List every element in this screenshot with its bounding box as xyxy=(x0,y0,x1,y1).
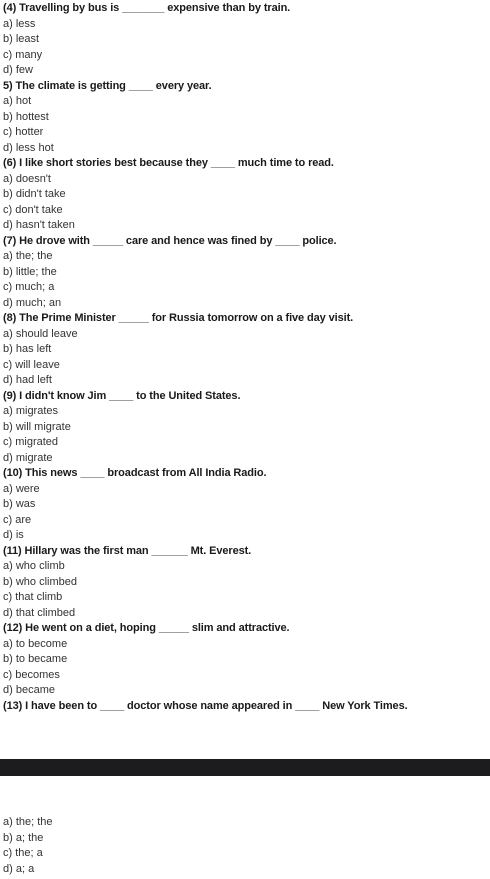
answer-option: a) who climb xyxy=(3,560,65,572)
answer-option: b) little; the xyxy=(3,265,57,278)
questions-list xyxy=(3,1,487,714)
answer-option: d) a; a xyxy=(3,862,35,875)
answer-option: d) few xyxy=(3,64,33,76)
question-prompt: (9) I didn't know Jim ____ to the United States. xyxy=(3,389,241,402)
answer-option: d) had left xyxy=(3,374,52,386)
question-prompt: (11) Hillary was the first man ______ Mt. Everest. xyxy=(3,544,252,557)
answer-option: b) has left xyxy=(3,343,52,355)
question-prompt: (4) Travelling by bus is _______ expensive than by train. xyxy=(3,2,291,14)
answer-option: a) doesn't xyxy=(3,172,51,185)
answer-option: d) became xyxy=(3,684,55,696)
answer-option: d) migrate xyxy=(3,451,53,464)
answer-option: c) the; a xyxy=(3,847,43,859)
answer-option: c) becomes xyxy=(3,668,60,681)
answer-option: c) don't take xyxy=(3,203,63,216)
answer-option: a) should leave xyxy=(3,327,78,340)
answer-option: d) is xyxy=(3,529,24,541)
answer-option: d) hasn't taken xyxy=(3,219,75,231)
page-separator-bar xyxy=(0,759,490,776)
question-prompt: (12) He went on a diet, hoping _____ slim and attractive. xyxy=(3,622,290,634)
answer-option: b) a; the xyxy=(3,831,44,844)
question-prompt: (8) The Prime Minister _____ for Russia tomorrow on a five day visit. xyxy=(3,312,354,324)
answer-option: b) to became xyxy=(3,653,68,665)
answer-option: c) migrated xyxy=(3,436,59,448)
answer-option: c) much; a xyxy=(3,281,55,293)
question-prompt: (10) This news ____ broadcast from All India Radio. xyxy=(3,467,267,479)
answer-option: d) much; an xyxy=(3,296,62,309)
answer-option: a) hot xyxy=(3,95,32,107)
answer-option: a) migrates xyxy=(3,405,59,417)
answer-option: c) that climb xyxy=(3,591,63,603)
question-prompt: (6) I like short stories best because they ____ much time to read. xyxy=(3,157,334,169)
question-prompt: 5) The climate is getting ____ every year. xyxy=(3,79,212,92)
answer-option: a) to become xyxy=(3,637,68,650)
answer-option: c) many xyxy=(3,48,43,61)
answer-option: d) that climbed xyxy=(3,606,76,619)
answer-option: d) less hot xyxy=(3,141,54,154)
question-prompt: (7) He drove with _____ care and hence was fined by ____ police. xyxy=(3,234,337,247)
question-prompt: (13) I have been to ____ doctor whose name appeared in ____ New York Times. xyxy=(3,699,408,712)
answer-option: a) the; the xyxy=(3,816,53,828)
answer-option: b) was xyxy=(3,498,36,510)
answer-option: b) who climbed xyxy=(3,575,77,588)
answer-option: c) are xyxy=(3,513,32,526)
answer-option: a) less xyxy=(3,17,36,30)
answer-option: c) will leave xyxy=(3,358,60,371)
answer-option: b) least xyxy=(3,33,40,45)
answer-option: a) were xyxy=(3,482,40,495)
answer-option: b) didn't take xyxy=(3,188,66,200)
answer-option: c) hotter xyxy=(3,126,44,138)
answer-option: b) will migrate xyxy=(3,420,71,433)
answer-option: a) the; the xyxy=(3,250,53,262)
answer-option: b) hottest xyxy=(3,110,49,123)
continued-options-list xyxy=(3,815,487,877)
